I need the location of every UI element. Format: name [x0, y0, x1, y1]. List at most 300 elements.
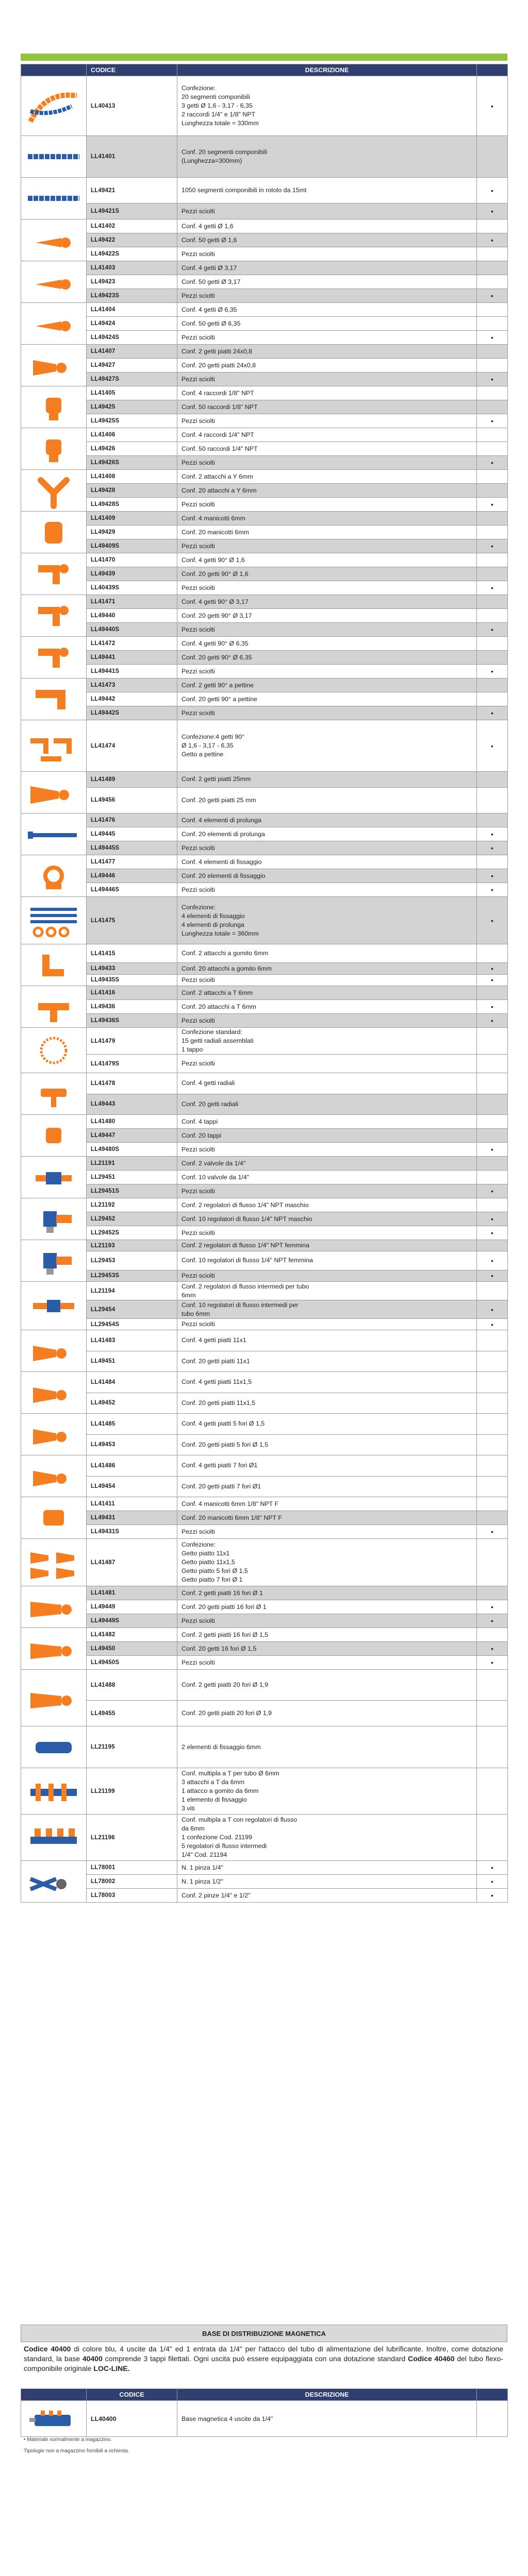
- product-description: Conf. 20 attacchi a gomito 6mm: [177, 963, 477, 974]
- flow-regulator-icon: [25, 1240, 82, 1281]
- table-row: [21, 1539, 508, 1586]
- flat-nozzle-icon: [25, 345, 82, 386]
- table-row: [21, 1184, 508, 1198]
- stock-indicator: [477, 1198, 508, 1212]
- product-description: Conf. 4 elementi di fissaggio: [177, 855, 477, 869]
- stock-indicator: [477, 679, 508, 692]
- table-row: [21, 651, 508, 665]
- table-row: [21, 1726, 508, 1768]
- stock-indicator: [477, 1171, 508, 1184]
- table-row: [21, 1586, 508, 1600]
- product-code: LL41475: [87, 897, 177, 944]
- product-description: Conf. 20 getti piatti 20 fori Ø 1,9: [177, 1701, 477, 1726]
- product-description: Conf. 20 getti piatti 16 fori Ø 1: [177, 1600, 477, 1614]
- product-code: LL41479: [87, 1028, 177, 1055]
- table-row: [21, 963, 508, 974]
- product-description: Conf. 4 raccordi 1/4" NPT: [177, 428, 477, 442]
- stock-indicator: •: [477, 414, 508, 428]
- product-code: LL49423: [87, 275, 177, 289]
- product-code: LL21196: [87, 1815, 177, 1861]
- product-code: LL49451: [87, 1351, 177, 1372]
- product-image-cell: [21, 303, 87, 345]
- stock-indicator: [477, 317, 508, 331]
- product-description: Conf. 20 elementi di prolunga: [177, 827, 477, 841]
- product-image-cell: [21, 261, 87, 303]
- product-description: Pezzi sciolti: [177, 1184, 477, 1198]
- blue-hose-icon: [25, 178, 82, 219]
- product-image-cell: [21, 1497, 87, 1539]
- comb-nozzle-icon: [25, 679, 82, 720]
- table-row: [21, 1282, 508, 1300]
- table-row: [21, 787, 508, 813]
- product-description: Conf. 2 attacchi a gomito 6mm: [177, 944, 477, 963]
- product-code: LL49423S: [87, 289, 177, 303]
- product-description: Conf. 20 getti piatti 25 mm: [177, 787, 477, 813]
- stock-indicator: [477, 470, 508, 484]
- product-code: LL78001: [87, 1861, 177, 1875]
- brand-name: LOC-LINE.: [93, 2364, 130, 2372]
- product-image-cell: [21, 1198, 87, 1240]
- product-code: LL29451S: [87, 1184, 177, 1198]
- table-row: [21, 539, 508, 553]
- stock-indicator: •: [477, 1014, 508, 1028]
- product-description: Conf. 4 getti 90° Ø 3,17: [177, 595, 477, 609]
- stock-indicator: •: [477, 974, 508, 986]
- product-description: Conf. 2 getti 90° a pettine: [177, 679, 477, 692]
- stock-indicator: •: [477, 1319, 508, 1330]
- magnetic-base-icon: [25, 2403, 82, 2434]
- table-row: [21, 456, 508, 470]
- stock-indicator: [477, 1393, 508, 1414]
- product-image-cell: [21, 1115, 87, 1157]
- stock-indicator: [477, 2401, 508, 2437]
- stock-indicator: [477, 275, 508, 289]
- product-code: LL41470: [87, 553, 177, 567]
- product-image-cell: [21, 76, 87, 136]
- table-row: [21, 1701, 508, 1726]
- table-row: [21, 897, 508, 944]
- product-code: LL41402: [87, 219, 177, 233]
- product-code: LL21192: [87, 1198, 177, 1212]
- product-code: LL41401: [87, 136, 177, 178]
- product-code: LL29452S: [87, 1226, 177, 1240]
- stock-indicator: •: [477, 883, 508, 897]
- stock-indicator: [477, 595, 508, 609]
- description-text: del tubo flexo-componibile originale: [24, 2354, 503, 2372]
- product-code: LL41477: [87, 855, 177, 869]
- stock-indicator: [477, 526, 508, 539]
- stock-indicator: [477, 386, 508, 400]
- stock-indicator: [477, 1815, 508, 1861]
- product-description: Pezzi sciolti: [177, 623, 477, 637]
- stock-indicator: [477, 400, 508, 414]
- table-row: [21, 512, 508, 526]
- product-image-cell: [21, 944, 87, 986]
- stock-indicator: [477, 1094, 508, 1115]
- product-description: Conf. 20 getti radiali: [177, 1094, 477, 1115]
- product-image-cell: [21, 1628, 87, 1670]
- table-row: [21, 317, 508, 331]
- stock-indicator: [477, 359, 508, 372]
- product-code: LL49435S: [87, 974, 177, 986]
- product-code: LL41474: [87, 720, 177, 772]
- hose-kit-icon: [25, 86, 82, 127]
- table-row: [21, 706, 508, 720]
- product-description: Conf. 2 regolatori di flusso 1/4" NPT femmina: [177, 1240, 477, 1251]
- stock-indicator: •: [477, 76, 508, 136]
- product-description: Conf. 4 getti 90° Ø 6,35: [177, 637, 477, 651]
- stock-indicator: •: [477, 372, 508, 386]
- flow-regulator-icon: [25, 1198, 82, 1240]
- stock-indicator: •: [477, 539, 508, 553]
- table-row: [21, 1212, 508, 1226]
- table-row: [21, 1511, 508, 1525]
- stock-indicator: •: [477, 1212, 508, 1226]
- product-code: LL49409S: [87, 539, 177, 553]
- product-description: Conf. 20 getti piatti 5 fori Ø 1,5: [177, 1434, 477, 1455]
- product-code: LL40413: [87, 76, 177, 136]
- product-description: Pezzi sciolti: [177, 883, 477, 897]
- stock-note: • Materiale normalmente a magazzino.: [24, 2437, 112, 2443]
- stock-indicator: [477, 567, 508, 581]
- product-description: Conf. 50 raccordi 1/8" NPT: [177, 400, 477, 414]
- product-image-cell: [21, 1670, 87, 1726]
- table-row: [21, 1372, 508, 1393]
- round-nozzle-icon: [25, 303, 82, 344]
- table-row: [21, 1094, 508, 1115]
- product-image-cell: [21, 553, 87, 595]
- table-row: [21, 1861, 508, 1875]
- product-description: Conf. 10 valvole da 1/4": [177, 1171, 477, 1184]
- product-description: Conf. 2 getti piatti 24x0,8: [177, 345, 477, 359]
- product-code: LL49427S: [87, 372, 177, 386]
- table-row: [21, 679, 508, 692]
- product-image-cell: [21, 1726, 87, 1768]
- table-row: [21, 1014, 508, 1028]
- product-description: Conf. 2 getti piatti 16 fori Ø 1: [177, 1586, 477, 1600]
- stock-indicator: •: [477, 1656, 508, 1670]
- product-description: Conf. 4 getti 90° Ø 1,6: [177, 553, 477, 567]
- product-code: LL41405: [87, 386, 177, 400]
- description-column-header: DESCRIZIONE: [177, 64, 477, 76]
- stock-indicator: [477, 1028, 508, 1055]
- table-header: [21, 64, 508, 76]
- product-code: LL21193: [87, 1240, 177, 1251]
- stock-indicator: •: [477, 498, 508, 512]
- product-description: Conf. 2 attacchi a Y 6mm: [177, 470, 477, 484]
- valve-icon: [25, 1157, 82, 1198]
- product-code: LL49440: [87, 609, 177, 623]
- table-row: [21, 1270, 508, 1281]
- product-code: LL49445S: [87, 841, 177, 855]
- product-image-cell: [21, 595, 87, 637]
- product-code: LL41485: [87, 1414, 177, 1435]
- stock-indicator: [477, 1055, 508, 1073]
- magnetic-base-table: [21, 2388, 508, 2437]
- product-code: LL49425S: [87, 414, 177, 428]
- table-row: [21, 204, 508, 219]
- stock-indicator: •: [477, 1226, 508, 1240]
- stock-indicator: [477, 303, 508, 317]
- product-description: Conf. 20 getti piatti 7 fori Ø1: [177, 1476, 477, 1497]
- product-description: Conf. 2 pinze 1/4" e 1/2": [177, 1889, 477, 1903]
- product-code: LL41484: [87, 1372, 177, 1393]
- stock-indicator: [477, 442, 508, 456]
- product-description: Conf. 10 regolatori di flusso intermedi per tubo 6mm: [177, 1300, 477, 1319]
- product-image-cell: [21, 1073, 87, 1115]
- table-row: [21, 1300, 508, 1319]
- product-code: LL49442: [87, 692, 177, 706]
- product-code: LL41478: [87, 1073, 177, 1094]
- product-description: Pezzi sciolti: [177, 581, 477, 595]
- table-row: [21, 974, 508, 986]
- product-code: LL41480: [87, 1115, 177, 1129]
- product-image-cell: [21, 1330, 87, 1372]
- stock-indicator: [477, 772, 508, 788]
- table-row: [21, 400, 508, 414]
- product-description: Base magnetica 4 uscite da 1/4": [177, 2401, 477, 2437]
- product-code: LL49446: [87, 869, 177, 883]
- product-description: Pezzi sciolti: [177, 1319, 477, 1330]
- product-image-cell: [21, 1240, 87, 1282]
- table-row: [21, 986, 508, 1000]
- table-row: [21, 720, 508, 772]
- table-row: [21, 428, 508, 442]
- product-code: LL41404: [87, 303, 177, 317]
- product-code: LL49450S: [87, 1656, 177, 1670]
- stock-indicator: [477, 1701, 508, 1726]
- product-code: LL41415: [87, 944, 177, 963]
- product-description: Pezzi sciolti: [177, 841, 477, 855]
- product-code: LL49436: [87, 1000, 177, 1014]
- table-row: [21, 1251, 508, 1270]
- product-description: Conf. 20 attacchi a T 6mm: [177, 1000, 477, 1014]
- product-description: N. 1 pinza 1/2": [177, 1875, 477, 1889]
- product-image-cell: [21, 1815, 87, 1861]
- product-code: LL29454: [87, 1300, 177, 1319]
- stock-indicator: [477, 1476, 508, 1497]
- product-description: Conf. 2 getti piatti 25mm: [177, 772, 477, 788]
- product-description: Pezzi sciolti: [177, 498, 477, 512]
- stock-indicator: [477, 261, 508, 275]
- image-column-header: [21, 64, 87, 76]
- product-code: LL21194: [87, 1282, 177, 1300]
- product-code: LL49428S: [87, 498, 177, 512]
- table-row: [21, 581, 508, 595]
- product-image-cell: [21, 679, 87, 720]
- product-code: LL49431: [87, 1511, 177, 1525]
- product-code: LL41403: [87, 261, 177, 275]
- product-description: Pezzi sciolti: [177, 1614, 477, 1628]
- stock-indicator: [477, 484, 508, 498]
- product-code: LL49452: [87, 1393, 177, 1414]
- stock-indicator: [477, 609, 508, 623]
- product-code: LL49427: [87, 359, 177, 372]
- stock-indicator: •: [477, 1875, 508, 1889]
- extension-icon: [25, 814, 82, 855]
- product-description: Conf. 20 manicotti 6mm: [177, 526, 477, 539]
- table-header: [21, 2389, 508, 2401]
- product-code: LL41406: [87, 428, 177, 442]
- radial-nozzle-icon: [25, 1073, 82, 1114]
- product-description: Pezzi sciolti: [177, 289, 477, 303]
- stock-indicator: [477, 512, 508, 526]
- table-row: [21, 219, 508, 233]
- product-code: LL49424S: [87, 331, 177, 345]
- product-code: LL41488: [87, 1670, 177, 1701]
- product-image-cell: [21, 470, 87, 512]
- product-code: LL49429: [87, 526, 177, 539]
- stock-indicator: •: [477, 720, 508, 772]
- product-code: LL29452: [87, 1212, 177, 1226]
- product-code: LL21199: [87, 1768, 177, 1815]
- product-code: LL40439S: [87, 581, 177, 595]
- table-row: [21, 1028, 508, 1055]
- product-code: LL49442S: [87, 706, 177, 720]
- stock-indicator: •: [477, 1270, 508, 1281]
- product-description: Conf. 20 getti 90° a pettine: [177, 692, 477, 706]
- cap-icon: [25, 1115, 82, 1156]
- nozzle-set-icon: [25, 725, 82, 767]
- table-row: [21, 289, 508, 303]
- table-row: [21, 1115, 508, 1129]
- table-row: [21, 359, 508, 372]
- stock-indicator: •: [477, 331, 508, 345]
- product-code: LL41481: [87, 1586, 177, 1600]
- product-description: Conf. 4 getti Ø 6,35: [177, 303, 477, 317]
- stock-indicator: •: [477, 1184, 508, 1198]
- product-description: Conf. 4 getti piatti 11x1: [177, 1330, 477, 1351]
- product-code: LL49433: [87, 963, 177, 974]
- clamp-set-icon: [25, 900, 82, 941]
- stock-indicator: [477, 637, 508, 651]
- stock-indicator: [477, 1539, 508, 1586]
- stock-indicator: •: [477, 1525, 508, 1539]
- product-code: LL49441S: [87, 665, 177, 679]
- product-code: LL49480S: [87, 1143, 177, 1157]
- product-description: Pezzi sciolti: [177, 1656, 477, 1670]
- stock-indicator: •: [477, 456, 508, 470]
- product-code: LL41409: [87, 512, 177, 526]
- stock-indicator: [477, 1670, 508, 1701]
- product-description: Conf. 20 manicotti 6mm 1/8" NPT F: [177, 1511, 477, 1525]
- stock-indicator: [477, 1726, 508, 1768]
- product-code: LL29453S: [87, 1270, 177, 1281]
- table-row: [21, 331, 508, 345]
- stock-indicator: •: [477, 204, 508, 219]
- product-description: Conf. 4 raccordi 1/8" NPT: [177, 386, 477, 400]
- stock-indicator: •: [477, 1889, 508, 1903]
- top-green-bar: [21, 54, 507, 61]
- table-row: [21, 1614, 508, 1628]
- product-image-cell: [21, 178, 87, 219]
- product-code: LL41407: [87, 345, 177, 359]
- product-description: Pezzi sciolti: [177, 665, 477, 679]
- table-row: [21, 827, 508, 841]
- product-description: Pezzi sciolti: [177, 331, 477, 345]
- table-row: [21, 553, 508, 567]
- product-image-cell: [21, 345, 87, 386]
- product-description: Conf. 50 getti Ø 1,6: [177, 233, 477, 247]
- product-code: LL49421S: [87, 204, 177, 219]
- wide-flat-nozzle-icon: [25, 772, 82, 813]
- table-row: [21, 1129, 508, 1143]
- code-ref: Codice 40400: [24, 2345, 71, 2353]
- table-row: [21, 76, 508, 136]
- product-code: LL29451: [87, 1171, 177, 1184]
- product-code: LL49441: [87, 651, 177, 665]
- product-description: Conf. 2 regolatori di flusso intermedi per tubo 6mm: [177, 1282, 477, 1300]
- table-row: [21, 1600, 508, 1614]
- pliers-icon: [25, 1861, 82, 1902]
- stock-indicator: •: [477, 827, 508, 841]
- product-code: LL41416: [87, 986, 177, 1000]
- product-code: LL49446S: [87, 883, 177, 897]
- table-row: [21, 1393, 508, 1414]
- table-row: [21, 345, 508, 359]
- description-column-header: DESCRIZIONE: [177, 2389, 477, 2401]
- stock-indicator: •: [477, 1614, 508, 1628]
- magnetic-base-title: BASE DI DISTRIBUZIONE MAGNETICA: [202, 2330, 326, 2337]
- stock-indicator: [477, 1455, 508, 1477]
- table-row: [21, 247, 508, 261]
- product-description: Conf. 20 elementi di fissaggio: [177, 869, 477, 883]
- stock-indicator: [477, 814, 508, 827]
- product-code: LL41411: [87, 1497, 177, 1511]
- stock-indicator: [477, 651, 508, 665]
- product-code: LL49431S: [87, 1525, 177, 1539]
- product-description: Pezzi sciolti: [177, 1143, 477, 1157]
- catalog-page: [21, 0, 507, 2576]
- table-row: [21, 1525, 508, 1539]
- table-row: [21, 1815, 508, 1861]
- stock-indicator: [477, 1372, 508, 1393]
- wide-nozzle-icon: [25, 1628, 82, 1669]
- product-image-cell: [21, 1586, 87, 1628]
- table-row: [21, 1171, 508, 1184]
- table-row: [21, 665, 508, 679]
- t-fitting-icon: [25, 986, 82, 1027]
- flat-nozzle-icon: [25, 1372, 82, 1413]
- table-row: [21, 275, 508, 289]
- code-ref: 40400: [82, 2354, 103, 2363]
- wide-nozzle-icon: [25, 1677, 82, 1719]
- table-row: [21, 1000, 508, 1014]
- product-description: Conf. 2 attacchi a T 6mm: [177, 986, 477, 1000]
- table-row: [21, 470, 508, 484]
- clamp-icon: [25, 855, 82, 896]
- table-row: [21, 414, 508, 428]
- table-row: [21, 1330, 508, 1351]
- product-image-cell: [21, 1861, 87, 1903]
- product-description: Conf. 4 manicotti 6mm: [177, 512, 477, 526]
- table-row: [21, 855, 508, 869]
- stock-indicator: [477, 1414, 508, 1435]
- stock-indicator: [477, 219, 508, 233]
- table-row: [21, 595, 508, 609]
- product-image-cell: [21, 1282, 87, 1330]
- stock-indicator: [477, 553, 508, 567]
- product-description: Conf. 4 getti radiali: [177, 1073, 477, 1094]
- product-code: LL49455: [87, 1701, 177, 1726]
- magnetic-base-title-bar: [21, 2325, 507, 2342]
- stock-indicator: [477, 1240, 508, 1251]
- table-row: [21, 2401, 508, 2437]
- product-description: Conf. 20 getti 16 fori Ø 1,5: [177, 1642, 477, 1656]
- elbow-fitting-icon: [25, 944, 82, 986]
- product-image-cell: [21, 1455, 87, 1497]
- product-description: Conf. 2 regolatori di flusso 1/4" NPT maschio: [177, 1198, 477, 1212]
